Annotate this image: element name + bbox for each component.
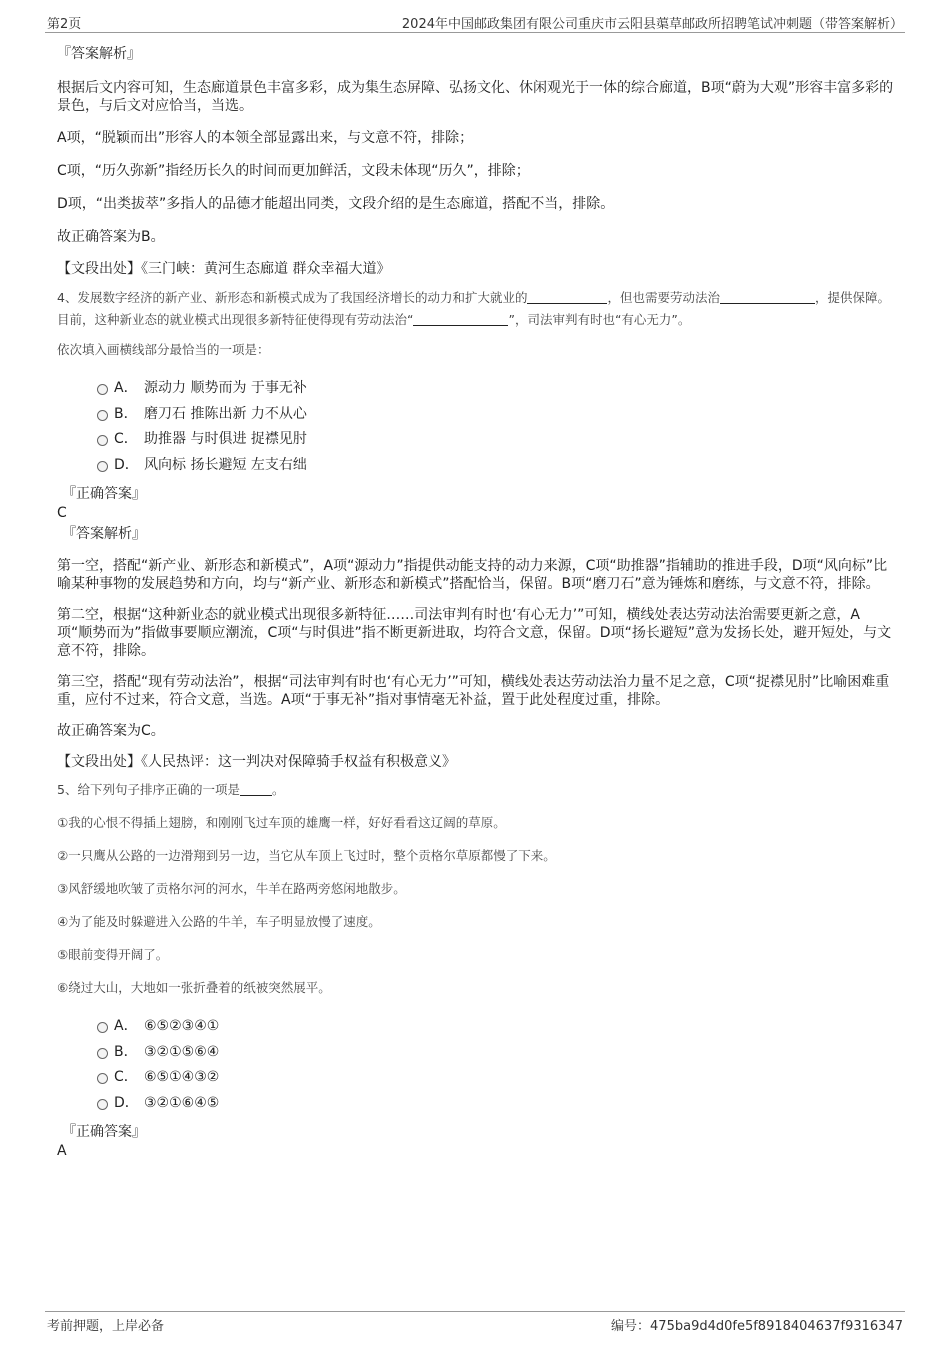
analysis-paragraph: D项，“出类拔萃”多指人的品德才能超出同类，文段介绍的是生态廊道，搭配不当，排除。	[57, 196, 615, 212]
question-4-stem: 4、发展数字经济的新产业、新形态和新模式成为了我国经济增长的动力和扩大就业的 ，但也需要劳动法治 ，提供保障。目前，这种新业态的就业模式出现很多新特征使得现有劳动法治“ ”，司法审判有时也“有心无力”。	[57, 290, 890, 327]
radio-icon[interactable]	[97, 410, 108, 421]
option-a[interactable]: A． ⑥⑤②③④①	[57, 1014, 895, 1040]
analysis-label: 『答案解析』	[62, 526, 146, 542]
radio-icon[interactable]	[97, 461, 108, 472]
answer-blank	[527, 290, 607, 304]
analysis-label: 『答案解析』	[57, 46, 141, 62]
radio-icon[interactable]	[97, 384, 108, 395]
question-5-stem: 5、给下列句子排序正确的一项是 。	[57, 782, 285, 797]
question-4-instruction: 依次填入画横线部分最恰当的一项是：	[57, 342, 270, 357]
document-id: 编号：475ba9d4d0fe5f8918404637f9316347	[611, 1319, 903, 1334]
radio-icon[interactable]	[97, 1099, 108, 1110]
answer-blank	[720, 290, 815, 304]
analysis-paragraph: 第二空，根据“这种新业态的就业模式出现很多新特征……司法审判有时也‘有心无力’”可知，横线处表达劳动法治需要更新之意，A项“顺势而为”指做事要顺应潮流，C项“与时俱进”指不断更新进取，均符合文意，保留。D项“扬长避短”意为发扬长处，避开短处，与文意不符，排除。	[57, 607, 892, 659]
sentence-item: ⑥绕过大山，大地如一张折叠着的纸被突然展平。	[57, 980, 331, 995]
sentence-item: ⑤眼前变得开阔了。	[57, 947, 169, 962]
analysis-paragraph: A项，“脱颖而出”形容人的本领全部显露出来，与文意不符，排除；	[57, 130, 474, 146]
correct-answer-label: 『正确答案』	[62, 1124, 146, 1140]
page-number: 第2页	[47, 17, 82, 32]
analysis-paragraph: 根据后文内容可知，生态廊道景色丰富多彩，成为集生态屏障、弘扬文化、休闲观光于一体的综合廊道，B项“蔚为大观”形容丰富多彩的景色，与后文对应恰当，当选。	[57, 80, 894, 114]
option-a[interactable]: A． 源动力 顺势而为 于事无补	[57, 376, 895, 402]
analysis-paragraph: 第一空，搭配“新产业、新形态和新模式”，A项“源动力”指提供动能支持的动力来源，C项“助推器”指辅助的推进手段，D项“风向标”比喻某种事物的发展趋势和方向，均与“新产业、新形态和新模式”搭配恰当，保留。B项“磨刀石”意为锤炼和磨练，与文意不符，排除。	[57, 558, 888, 592]
option-b[interactable]: B． ③②①⑤⑥④	[57, 1040, 895, 1066]
analysis-paragraph: C项，“历久弥新”指经历长久的时间而更加鲜活，文段未体现“历久”，排除；	[57, 163, 530, 179]
analysis-conclusion: 故正确答案为C。	[57, 723, 165, 739]
correct-answer-label: 『正确答案』	[62, 486, 146, 502]
sentence-item: ①我的心恨不得插上翅膀，和刚刚飞过车顶的雄鹰一样，好好看看这辽阔的草原。	[57, 815, 506, 830]
sentence-item: ③风舒缓地吹皱了贡格尔河的河水，牛羊在路两旁悠闲地散步。	[57, 881, 406, 896]
sentence-item: ②一只鹰从公路的一边滑翔到另一边，当它从车顶上飞过时，整个贡格尔草原都慢了下来。	[57, 848, 556, 863]
question-4-options	[57, 376, 895, 478]
analysis-paragraph: 第三空，搭配“现有劳动法治”，根据“司法审判有时也‘有心无力’”可知，横线处表达劳动法治力量不足之意，C项“捉襟见肘”比喻困难重重，应付不过来，符合文意，当选。A项“于事无补”指对事情毫无补益，置于此处程度过重，排除。	[57, 674, 890, 708]
option-c[interactable]: C． ⑥⑤①④③②	[57, 1065, 895, 1091]
source-citation: 【文段出处】《三门峡：黄河生态廊道 群众幸福大道》	[57, 261, 391, 277]
sentence-item: ④为了能及时躲避进入公路的牛羊，车子明显放慢了速度。	[57, 914, 381, 929]
footer-slogan: 考前押题，上岸必备	[47, 1319, 165, 1334]
source-citation: 【文段出处】《人民热评：这一判决对保障骑手权益有积极意义》	[57, 754, 456, 770]
option-d[interactable]: D． ③②①⑥④⑤	[57, 1091, 895, 1117]
correct-answer: C	[57, 505, 67, 521]
question-5-options	[57, 1014, 895, 1116]
page-content	[57, 44, 895, 1160]
radio-icon[interactable]	[97, 1048, 108, 1059]
option-c[interactable]: C． 助推器 与时俱进 捉襟见肘	[57, 427, 895, 453]
radio-icon[interactable]	[97, 1073, 108, 1084]
page-footer	[45, 1311, 905, 1334]
correct-answer: A	[57, 1143, 67, 1159]
answer-blank	[240, 782, 272, 796]
radio-icon[interactable]	[97, 435, 108, 446]
analysis-conclusion: 故正确答案为B。	[57, 229, 165, 245]
answer-blank	[413, 312, 508, 326]
page-header	[45, 10, 905, 33]
document-title: 2024年中国邮政集团有限公司重庆市云阳县蕖草邮政所招聘笔试冲刺题（带答案解析）	[401, 17, 903, 32]
option-b[interactable]: B． 磨刀石 推陈出新 力不从心	[57, 402, 895, 428]
option-d[interactable]: D． 风向标 扬长避短 左支右绌	[57, 453, 895, 479]
radio-icon[interactable]	[97, 1022, 108, 1033]
